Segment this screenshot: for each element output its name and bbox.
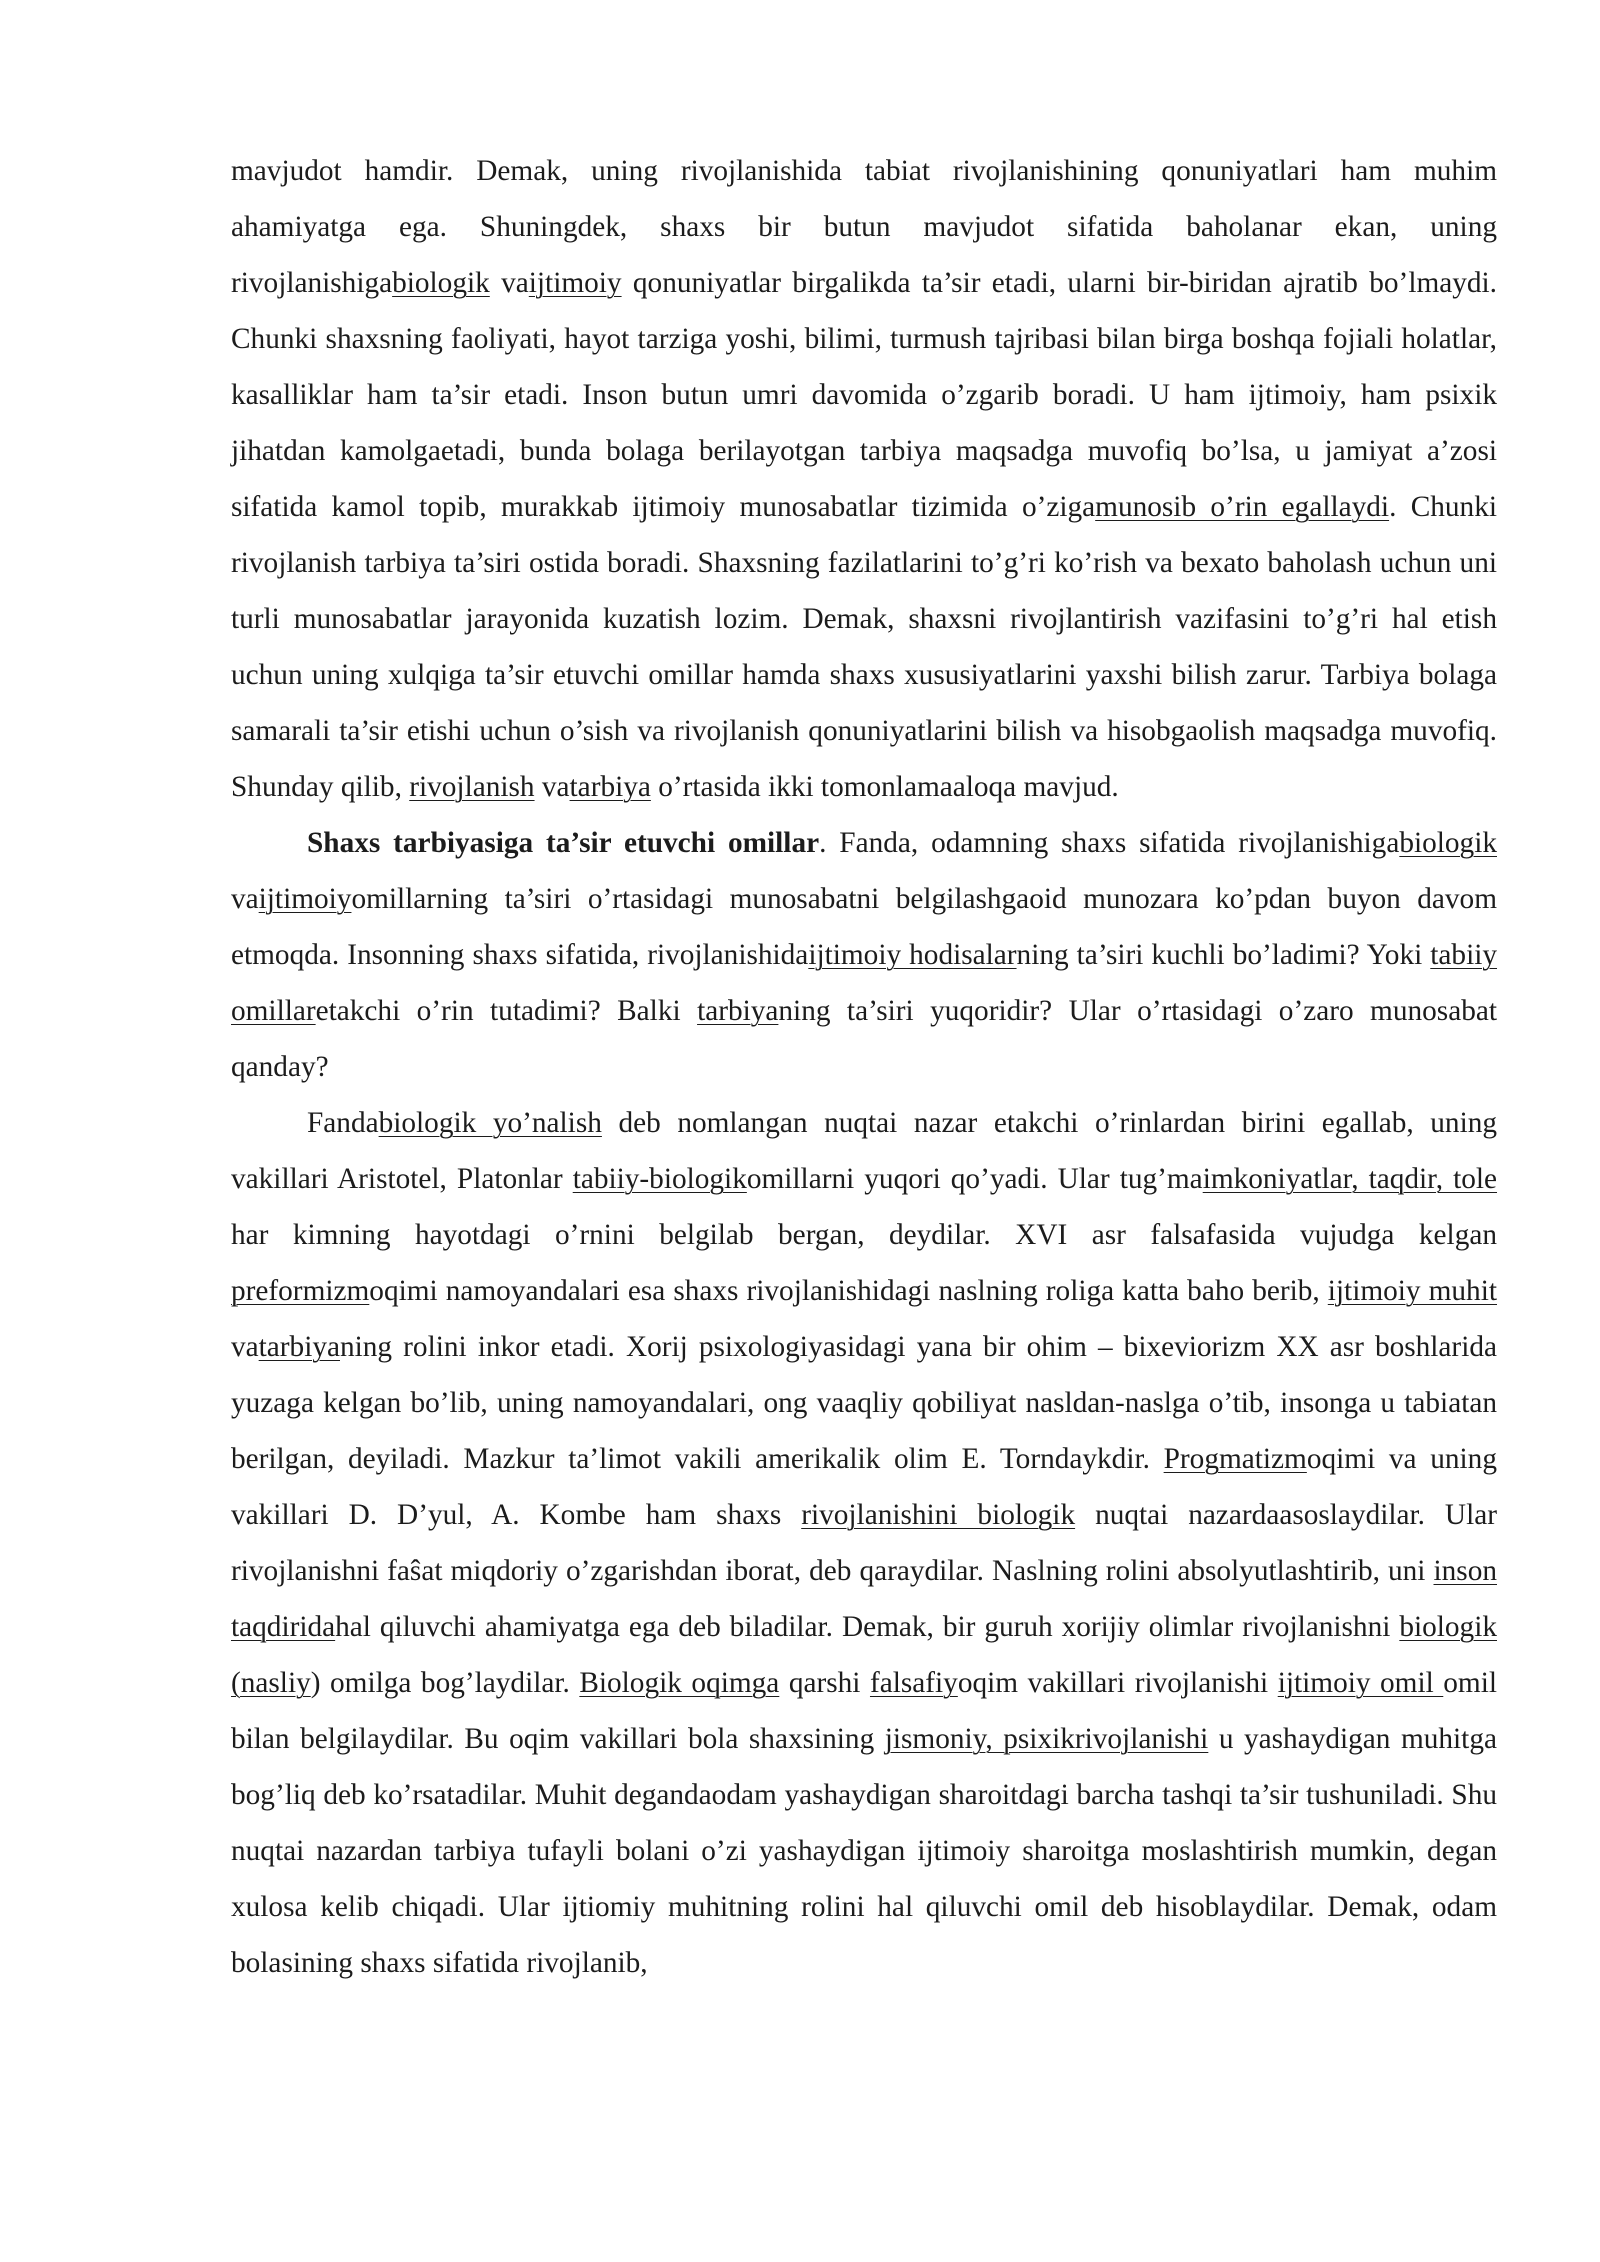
text-run: . Chunki rivojlanish tarbiya ta’siri ostida boradi. Shaxsning fazilatlarini to’g’ri ko’rish va bexato baholash uchun uni turli munosabatlar jarayonida kuzatish lozim. Demak, shaxsni rivojlantirish vazifasini to’g’ri hal etish uchun uning xulqiga ta’sir etuvchi omillar hamda shaxs xususiyatlarini yaxshi bilish zarur. Tarbiya bolaga samarali ta’sir etishi uchun o’sish va rivojlanish qonuniyatlarini bilish va hisobgaolish maqsadga muvofiq. Shunday qilib, bbox=[231, 491, 1497, 803]
underlined-term: ijtimoiy muhit bbox=[1327, 1275, 1497, 1307]
underlined-term: jismoniy, psixikrivojlanishi bbox=[884, 1723, 1209, 1755]
text-run: va bbox=[534, 771, 570, 803]
underlined-term: Biologik oqimga bbox=[579, 1667, 780, 1699]
text-run: omillarning ta’siri o’rtasidagi munosabatni belgilashgaoid munozara ko’pdan buyon davom etmoqda. Insonning shaxs sifatida, rivojlanishida bbox=[231, 883, 1497, 971]
text-run: omil bilan belgilaydilar. Bu oqim vakillari bola shaxsining bbox=[231, 1667, 1497, 1755]
text-run: oqimi namoyandalari esa shaxs rivojlanishidagi naslning roliga katta baho berib, bbox=[369, 1275, 1328, 1307]
underlined-term: biologik bbox=[392, 267, 490, 299]
text-run: ) omilga bog’laydilar. bbox=[310, 1667, 580, 1699]
text-run: va bbox=[489, 267, 529, 299]
paragraph-2 bbox=[231, 815, 1497, 1095]
text-run: u yashaydigan muhitga bog’liq deb ko’rsatadilar. Muhit degandaodam yashaydigan sharoitdagi barcha tashqi ta’sir tushuniladi. Shu nuqtai nazardan tarbiya tufayli bolani o’zi yashaydigan ijtimoiy sharoitga moslashtirish mumkin, degan xulosa kelib chiqadi. Ular ijtiomiy muhitning rolini hal qiluvchi omil deb hisoblaydilar. Demak, odam bolasining shaxs sifatida rivojlanib, bbox=[231, 1723, 1497, 1979]
text-run: oqim vakillari rivojlanishi bbox=[957, 1667, 1278, 1699]
underlined-term: ijtimoiy omil bbox=[1277, 1667, 1444, 1699]
underlined-term: tarbiya bbox=[258, 1331, 340, 1363]
text-run: mavjudot hamdir. Demak, uning rivojlanishida tabiat rivojlanishining qonuniyatlari ham muhim ahamiyatga ega. Shuningdek, shaxs bir butun mavjudot sifatida baholanar ekan, uning rivojlanishiga bbox=[231, 155, 1497, 299]
text-run: qonuniyatlar birgalikda ta’sir etadi, ularni bir-biridan ajratib bo’lmaydi. Chunki shaxsning faoliyati, hayot tarziga yoshi, bilimi, turmush tajribasi bilan birga boshqa fojiali holatlar, kasalliklar ham ta’sir etadi. Inson butun umri davomida o’zgarib boradi. U ham ijtimoiy, ham psixik jihatdan kamolgaetadi, bunda bolaga berilayotgan tarbiya maqsadga muvofiq bo’lsa, u jamiyat a’zosi sifatida kamol topib, murakkab ijtimoiy munosabatlar tizimida o’ziga bbox=[231, 267, 1498, 523]
text-run: deb nomlangan nuqtai nazar etakchi o’rinlardan birini egallab, uning vakillari Aristotel, Platonlar bbox=[231, 1107, 1497, 1195]
underlined-term: tarbiya bbox=[569, 771, 651, 803]
underlined-term: preformizm bbox=[231, 1275, 370, 1307]
text-run: Fanda bbox=[307, 1107, 379, 1139]
text-run: oqimi va uning vakillari D. D’yul, A. Kombe ham shaxs bbox=[231, 1443, 1497, 1531]
text-run: ning ta’siri kuchli bo’ladimi? Yoki bbox=[1016, 939, 1431, 971]
underlined-term: biologik (nasliy bbox=[231, 1611, 1497, 1699]
underlined-term: tabiiy-biologik bbox=[572, 1163, 747, 1195]
underlined-term: biologik bbox=[1399, 827, 1497, 859]
underlined-term: tabiiy omillar bbox=[231, 939, 1498, 1027]
text-run: omillarni yuqori qo’yadi. Ular tug’ma bbox=[746, 1163, 1203, 1195]
underlined-term: rivojlanishini biologik bbox=[801, 1499, 1076, 1531]
underlined-term: Progmatizm bbox=[1163, 1443, 1307, 1475]
text-run: . Fanda, odamning shaxs sifatida rivojlanishiga bbox=[819, 827, 1400, 859]
underlined-term: biologik yo’nalish bbox=[378, 1107, 602, 1139]
text-run: va bbox=[231, 1331, 259, 1363]
text-run: va bbox=[231, 883, 259, 915]
text-run: hal qiluvchi ahamiyatga ega deb biladilar. Demak, bir guruh xorijiy olimlar rivojlanishni bbox=[335, 1611, 1400, 1643]
text-run: ning ta’siri yuqoridir? Ular o’rtasidagi o’zaro munosabat qanday? bbox=[231, 995, 1497, 1083]
paragraph-1 bbox=[231, 143, 1497, 815]
text-run: ning rolini inkor etadi. Xorij psixologiyasidagi yana bir ohim – bixeviorizm XX asr boshlarida yuzaga kelgan bo’lib, uning namoyandalari, ong vaaqliy qobiliyat nasldan-naslga o’tib, insonga u tabiatan berilgan, deyiladi. Mazkur ta’limot vakili amerikalik olim E. Torndaykdir. bbox=[231, 1331, 1497, 1475]
underlined-term: inson taqdirida bbox=[231, 1555, 1497, 1643]
paragraph-3 bbox=[231, 1095, 1497, 1991]
bold-heading-text: Shaxs tarbiyasiga ta’sir etuvchi omillar bbox=[307, 827, 820, 859]
underlined-term: ijtimoiy bbox=[528, 267, 622, 299]
underlined-term: munosib o’rin egallaydi bbox=[1095, 491, 1390, 523]
underlined-term: falsafiy bbox=[869, 1667, 958, 1699]
underlined-term: ijtimoiy hodisalar bbox=[808, 939, 1017, 971]
underlined-term: imkoniyatlar, taqdir, tole bbox=[1202, 1163, 1498, 1195]
text-run: nuqtai nazardaasoslaydilar. Ular rivojlanishni faŝat miqdoriy o’zgarishdan iborat, deb qaraydilar. Naslning rolini absolyutlashtirib, uni bbox=[231, 1499, 1497, 1587]
text-run: qarshi bbox=[779, 1667, 870, 1699]
text-run: o’rtasida ikki tomonlamaaloqa mavjud. bbox=[650, 771, 1119, 803]
body-text bbox=[231, 143, 1497, 1991]
underlined-term: ijtimoiy bbox=[258, 883, 352, 915]
underlined-term: tarbiya bbox=[697, 995, 779, 1027]
underlined-term: rivojlanish bbox=[409, 771, 535, 803]
text-run: etakchi o’rin tutadimi? Balki bbox=[315, 995, 698, 1027]
text-run: har kimning hayotdagi o’rnini belgilab bergan, deydilar. XVI asr falsafasida vujudga kelgan bbox=[231, 1219, 1497, 1251]
